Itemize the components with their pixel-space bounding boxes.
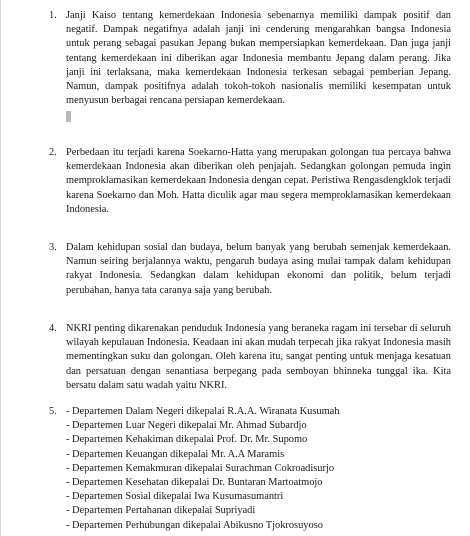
list-item-4 [49, 322, 451, 393]
department-entry: - Departemen Dalam Negeri dikepalai R.A.A. Wiranata Kusumah [66, 406, 340, 417]
list-number: 2. [49, 147, 57, 158]
department-entry: - Departemen Luar Negeri dikepalai Mr. Ahmad Subardjo [66, 420, 307, 432]
list-item-3 [49, 241, 451, 298]
list-number: 3. [49, 242, 57, 253]
department-list [66, 405, 451, 533]
list-item-5 [49, 405, 451, 533]
department-entry: - Departemen Pertahanan dikepalai Supriyadi [66, 505, 256, 517]
list-number: 5. [49, 406, 57, 417]
department-entry: - Departemen Kehakiman dikepalai Prof. Dr. Mr. Supomo [66, 434, 308, 446]
answer-text: Janji Kaiso tentang kemerdekaan Indonesia sebenarnya memiliki dampak positif dan negatif. Dampak negatifnya adalah janji ini cenderung mengarahkan bangsa Indonesia untuk perang sebagai pasukan Jepang bukan mempersiapkan kemerdekaan. Dan juga janji tentang kemerdekaan ini diberikan agar Indonesia membantu Jepang dalam perang. Jika janji ini terlaksana, maka kemerdekaan Indonesia terkesan sebagai pemberian Jepang. Namun, dampak positifnya adalah tokoh-tokoh nasionalis memiliki kesempatan untuk menyusun berbagai rencana persiapan kemerdekaan. [66, 10, 451, 107]
department-entry: - Departemen Kesehatan dikepalai Dr. Buntaran Martoatmojo [66, 477, 323, 489]
list-number: 4. [49, 323, 57, 334]
department-entry: - Departemen Kemakmuran dikepalai Surachman Cokroadisurjo [66, 462, 335, 474]
department-entry: - Departemen Perhubungan dikepalai Abikusno Tjokrosuyoso [66, 519, 323, 531]
list-item-2 [49, 146, 451, 217]
answer-text: NKRI penting dikarenakan penduduk Indonesia yang beraneka ragam ini tersebar di seluruh wilayah kepulauan Indonesia. Keadaan ini akan mudah terpecah jika rakyat Indonesia masih mementingkan suku dan golongan. Oleh karena itu, sangat penting untuk menjaga kesatuan dan persatuan dengan senantiasa berpegang pada semboyan bhinneka tunggal ika. Kita bersatu dalam satu wadah yaitu NKRI. [66, 323, 451, 391]
department-entry: - Departemen Keuangan dikepalai Mr. A.A Maramis [66, 448, 285, 460]
answer-text: Dalam kehidupan sosial dan budaya, belum banyak yang berubah semenjak kemerdekaan. Namun seiring berjalannya waktu, pengaruh budaya asing mulai tampak dalam kehidupan rakyat Indonesia. Sedangkan dalam kehidupan ekonomi dan politik, belum terjadi perubahan, hanya tata caranya saja yang berubah. [66, 242, 451, 296]
list-item-1 [49, 9, 451, 122]
department-entry: - Departemen Sosial dikepalai Iwa Kusumasumantri [66, 491, 284, 503]
list-number: 1. [49, 10, 57, 21]
text-cursor-marker [66, 111, 71, 122]
answer-text: Perbedaan itu terjadi karena Soekarno-Hatta yang merupakan golongan tua percaya bahwa kemerdekaan Indonesia akan diberikan oleh penjajah. Sedangkan golongan pemuda ingin memproklamasikan kemerdekaan Indonesia dengan cepat. Peristiwa Rengasdengklok terjadi karena Soekarno dan Moh. Hatta diculik agar mau segera memproklamasikan kemerdekaan Indonesia. [66, 147, 451, 215]
